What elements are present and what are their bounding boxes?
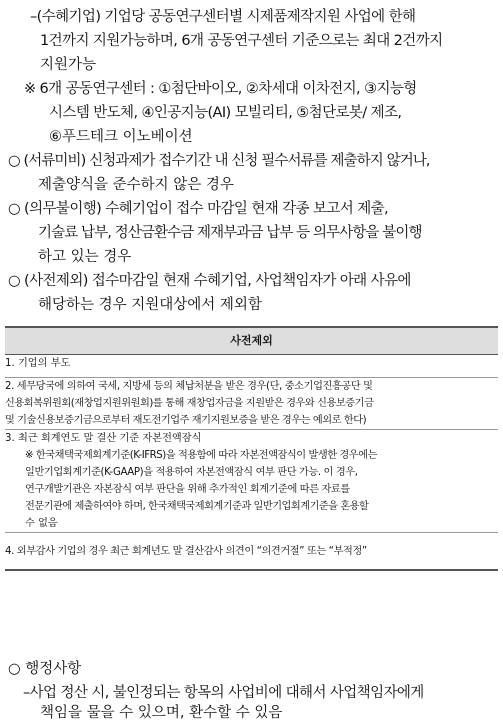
admin-line-2: 책임을 물을 수 있으며, 환수할 수 있음: [40, 705, 283, 721]
beneficiary-rule-line-1: –(수혜기업) 기업당 공동연구센터별 시제품제작지원 사업에 한해: [30, 9, 416, 25]
row-capital-impairment-title: 3. 최근 회계연도 말 결산 기준 자본전액잠식: [5, 433, 202, 444]
capital-impairment-note: [5, 447, 498, 532]
note-line-2: 일반기업회계기준(K-GAAP)을 적용하여 자본전액잠식 여부 판단 가능. 이 경우,: [25, 467, 358, 478]
center-note-line-1: ※ 6개 공동연구센터 : ①첨단바이오, ②차세대 이차전지, ③지능형: [24, 81, 417, 97]
bullet-obligation-line-2: 기술료 납부, 정산금환수금 제재부과금 납부 등 의무사항을 불이행: [38, 225, 422, 241]
row-audit-opinion: 4. 외부감사 기업의 경우 최근 회계년도 말 결산감사 의견이 “의견거절” 또는 “부적정”: [5, 546, 367, 557]
note-line-1: ※ 한국채택국제회계기준(K-IFRS)을 적용함에 따라 자본전액잠식이 발생한 경우에는: [25, 450, 377, 461]
beneficiary-rule-line-3: 지원가능: [40, 57, 97, 73]
bullet-obligation-line-3: 하고 있는 경우: [38, 249, 132, 265]
table-row: [5, 430, 498, 533]
admin-heading: ○ 행정사항: [8, 661, 82, 677]
row-bankruptcy: 1. 기업의 부도: [5, 358, 71, 369]
bullet-pre-exclusion-line-1: ○ (사전제외) 접수마감일 현재 수혜기업, 사업책임자가 아래 사유에: [8, 273, 411, 289]
note-line-5: 수 없음: [25, 518, 58, 529]
beneficiary-rule-line-2: 1건까지 지원가능하며, 6개 공동연구센터 기준으로는 최대 2건까지: [40, 33, 443, 49]
center-note-line-2: 시스템 반도체, ④인공지능(AI) 모빌리티, ⑤첨단로봇/ 제조,: [49, 105, 402, 121]
table-row: [5, 378, 498, 430]
note-line-4: 전문기관에 제출하여야 하며, 한국채택국제회계기준과 일반기업회계기준을 혼용할: [25, 501, 369, 512]
bullet-missing-docs-line-1: ○ (서류미비) 신청과제가 접수기간 내 신청 필수서류를 제출하지 않거나,: [8, 153, 430, 169]
center-note-line-3: ⑥푸드테크 이노베이션: [49, 129, 193, 145]
bullet-missing-docs-line-2: 제출양식을 준수하지 않은 경우: [38, 177, 234, 193]
table-row: [5, 533, 498, 571]
admin-line-1: –사업 정산 시, 불인정되는 항목의 사업비에 대해서 사업책임자에게: [23, 685, 424, 701]
bullet-obligation-line-1: ○ (의무불이행) 수혜기업이 접수 마감일 현재 각종 보고서 제출,: [8, 201, 389, 217]
row-tax-delinquency-line-1: 2. 세무당국에 의하여 국세, 지방세 등의 체납처분을 받은 경우(단, 중소기업진흥공단 및: [5, 381, 373, 392]
note-line-3: 연구개발기관은 자본잠식 여부 판단을 위해 추가적인 회계기준에 따른 자료를: [25, 484, 350, 495]
row-tax-delinquency-line-2: 신용회복위원회(재창업지원위원회)를 통해 재창업자금을 지원받은 경우와 신용보증기금: [5, 398, 374, 409]
bullet-pre-exclusion-line-2: 해당하는 경우 지원대상에서 제외함: [38, 297, 262, 313]
table-row: [5, 355, 498, 378]
row-tax-delinquency-line-3: 및 기술신용보증기금으로부터 재도전기업주 재기지원보증을 받은 경우는 예외로 한다): [5, 415, 367, 426]
pre-exclusion-table: [5, 326, 498, 571]
table-header: 사전제외: [5, 327, 498, 355]
